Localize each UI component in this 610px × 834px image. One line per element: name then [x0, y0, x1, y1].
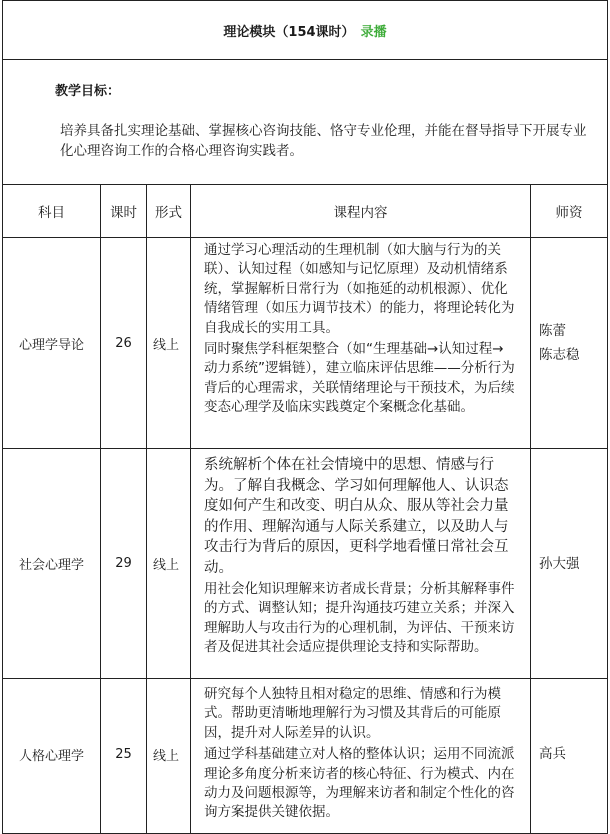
module-title-cell [3, 1, 608, 60]
header-teacher: 师资 [531, 185, 608, 238]
table-row [3, 238, 608, 449]
recording-tag: 录播 [360, 24, 387, 40]
format-cell: 线上 [147, 679, 191, 834]
content-paragraph: 通过学习心理活动的生理机制（如大脑与行为的关联）、认知过程（如感知与记忆原理）及动机情绪系统，掌握解析日常行为（如拖延的动机根源）、优化情绪管理（如压力调节技术）的能力，将理论转化为自我成长的实用工具。 [204, 242, 515, 336]
content-cell [191, 238, 531, 449]
format-cell: 线上 [147, 449, 191, 679]
teacher-name: 高兵 [539, 746, 566, 762]
hours-cell: 25 [101, 679, 147, 834]
header-subject: 科目 [3, 185, 101, 238]
header-hours: 课时 [101, 185, 147, 238]
format-cell: 线上 [147, 238, 191, 449]
hours-cell: 26 [101, 238, 147, 449]
teaching-goal-text: 培养具备扎实理论基础、掌握核心咨询技能、恪守专业伦理，并能在督导指导下开展专业化心理咨询工作的合格心理咨询实践者。 [60, 123, 587, 159]
content-cell [191, 679, 531, 834]
header-format: 形式 [147, 185, 191, 238]
content-paragraph: 通过学科基础建立对人格的整体认识；运用不同流派理论多角度分析来访者的核心特征、行为模式、内在动力及问题根源等，为理解来访者和制定个性化的咨询方案提供关键依据。 [204, 746, 515, 821]
content-paragraph: 同时聚焦学科框架整合（如“生理基础→认知过程→动力系统”逻辑链），建立临床评估思维——分析行为背后的心理需求，关联情绪理论与干预技术，为后续变态心理学及临床实践奠定个案概念化基础。 [204, 341, 515, 416]
teacher-cell [531, 238, 608, 449]
subject-cell: 人格心理学 [3, 679, 101, 834]
module-title: 理论模块（154课时） [223, 24, 355, 40]
subject-cell: 社会心理学 [3, 449, 101, 679]
teacher-cell [531, 679, 608, 834]
teacher-cell [531, 449, 608, 679]
content-paragraph: 系统解析个体在社会情境中的思想、情感与行为。了解自我概念、学习如何理解他人、认识态度如何产生和改变、明白从众、服从等社会力量的作用、理解沟通与人际关系建立，以及助人与攻击行为背后的原因，更科学地看懂日常社会互动。 [204, 457, 509, 576]
table-header-row [3, 185, 608, 238]
teacher-name: 陈蕾 [539, 323, 566, 339]
table-row [3, 679, 608, 834]
hours-cell: 29 [101, 449, 147, 679]
content-paragraph: 研究每个人独特且相对稳定的思维、情感和行为模式。帮助更清晰地理解行为习惯及其背后的可能原因，提升对人际差异的认识。 [204, 686, 501, 741]
teaching-goal-heading: 教学目标： [55, 84, 121, 99]
content-cell [191, 449, 531, 679]
teacher-name: 孙大强 [539, 555, 580, 572]
header-content: 课程内容 [191, 185, 531, 238]
subject-cell: 心理学导论 [3, 238, 101, 449]
teaching-goal-cell [3, 60, 608, 185]
table-row [3, 449, 608, 679]
content-paragraph: 用社会化知识理解来访者成长背景；分析其解释事件的方式、调整认知；提升沟通技巧建立关系；并深入理解助人与攻击行为的心理机制，为评估、干预来访者及促进其社会适应提供理论支持和实际帮助。 [204, 581, 515, 656]
course-table [2, 0, 608, 834]
teacher-name: 陈志稳 [539, 347, 580, 363]
